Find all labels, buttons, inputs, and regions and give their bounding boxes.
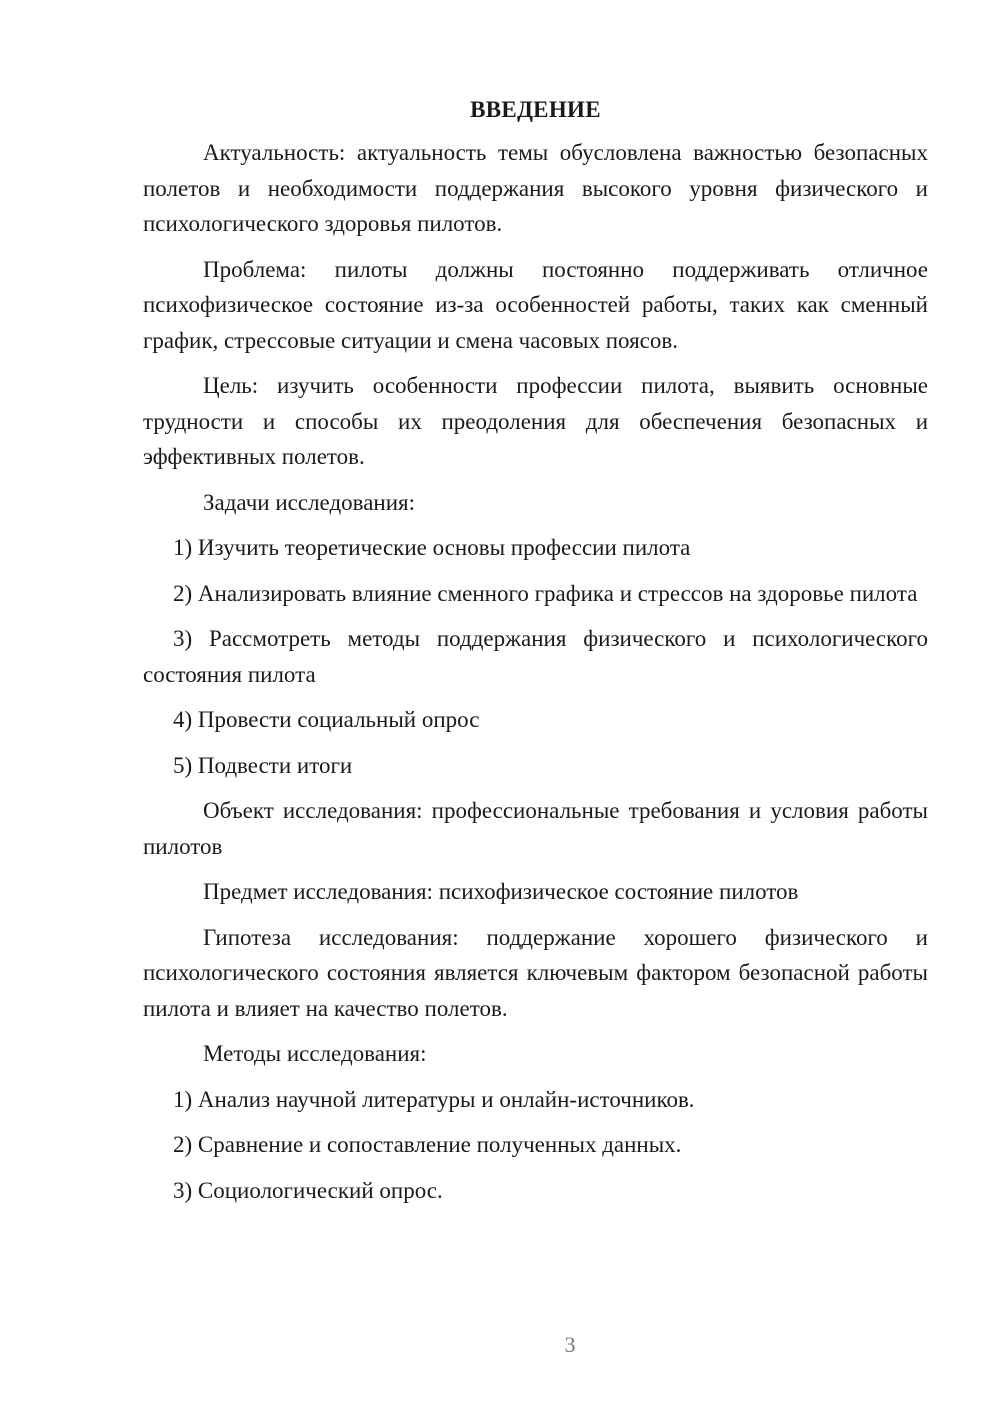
page-content bbox=[143, 93, 928, 1218]
paragraph-object: Объект исследования: профессиональные требования и условия работы пилотов bbox=[143, 798, 928, 859]
paragraph-relevance: Актуальность: актуальность темы обусловлена важностью безопасных полетов и необходимости поддержания высокого уровня физического и психологического здоровья пилотов. bbox=[143, 140, 928, 236]
paragraph-goal: Цель: изучить особенности профессии пилота, выявить основные трудности и способы их преодоления для обеспечения безопасных и эффективных полетов. bbox=[143, 373, 928, 469]
section-title: ВВЕДЕНИЕ bbox=[470, 97, 601, 122]
task-item-5: 5) Подвести итоги bbox=[173, 752, 353, 778]
tasks-heading: Задачи исследования: bbox=[203, 489, 416, 515]
paragraph-hypothesis: Гипотеза исследования: поддержание хорошего физического и психологического состояния является ключевым фактором безопасной работы пилота и влияет на качество полетов. bbox=[143, 924, 928, 1021]
task-item-1: 1) Изучить теоретические основы профессии пилота bbox=[173, 535, 691, 560]
methods-heading: Методы исследования: bbox=[203, 1041, 427, 1066]
task-item-3: 3) Рассмотреть методы поддержания физического и психологического состояния пилота bbox=[143, 626, 928, 687]
paragraph-subject: Предмет исследования: психофизическое состояние пилотов bbox=[203, 879, 799, 904]
method-item-3: 3) Социологический опрос. bbox=[173, 1177, 443, 1203]
page-number: 3 bbox=[564, 1332, 576, 1357]
paragraph-problem: Проблема: пилоты должны постоянно поддерживать отличное психофизическое состояние из-за особенностей работы, таких как сменный график, стрессовые ситуации и смена часовых поясов. bbox=[143, 256, 928, 353]
method-item-2: 2) Сравнение и сопоставление полученных данных. bbox=[173, 1132, 682, 1157]
task-item-4: 4) Провести социальный опрос bbox=[173, 707, 480, 732]
task-item-2: 2) Анализировать влияние сменного графика и стрессов на здоровье пилота bbox=[173, 580, 918, 606]
method-item-1: 1) Анализ научной литературы и онлайн-источников. bbox=[173, 1086, 695, 1112]
